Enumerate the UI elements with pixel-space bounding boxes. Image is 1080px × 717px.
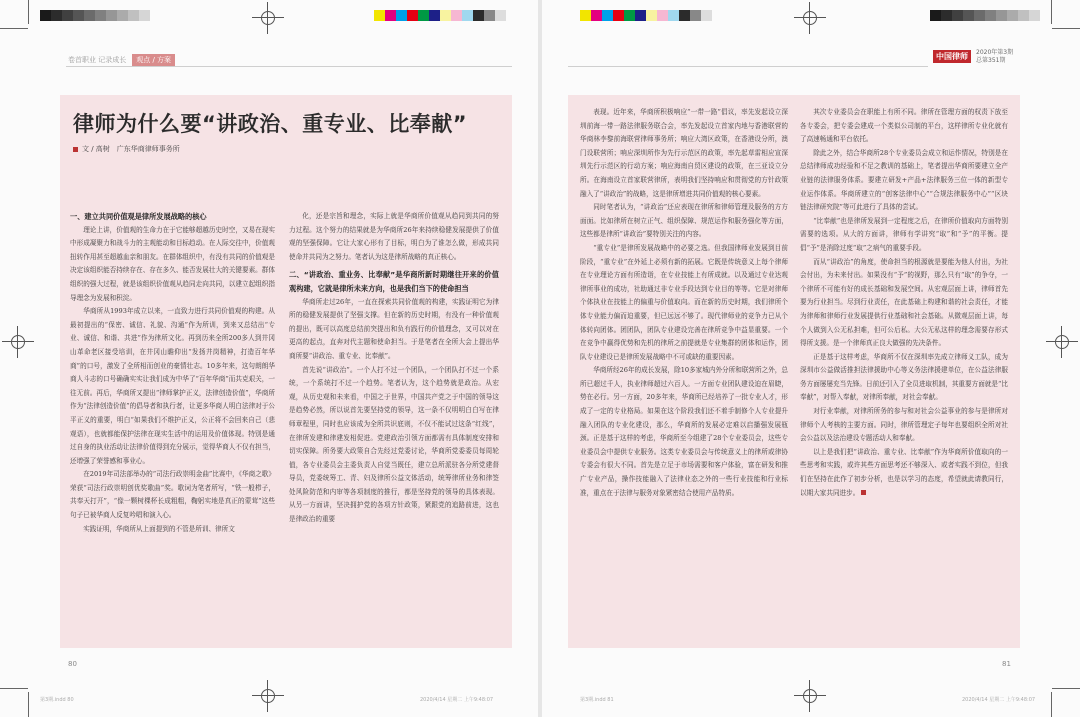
paragraph: 华商所走过26年，一直在探索共同价值观的构建，实践证明它为律所的稳健发展提供了坚强支撑。但在新的历史时期，有没有一种价值观的提出，既可以高度总结前突提出和负有践行的价值理念，又可以对在更高的起点，直奔对代主题和使命担当。于是笔者在全所大会上提出华商所要“讲政治、重专业、比奉献”。	[289, 297, 499, 360]
paragraph: 正是基于这样考虑，华商所不仅在深圳率先成立律师义工队，成为深圳市公益做活推担法律援助中心等义务法律援建单位，在公益法律服务方面屡屡充当先锋。日前还引入了全员进取机制，其重要方面就是“比奉献”，对帮入奉献，对律所奉献，对社会奉献。	[800, 352, 1008, 402]
registration-mark-icon	[1052, 332, 1072, 352]
paragraph: 实践证明，华商所从上面提到的不管是所训、律所文	[83, 524, 235, 533]
byline	[73, 144, 180, 154]
crop-mark	[1051, 692, 1052, 717]
registration-mark-icon	[800, 686, 820, 706]
section-heading: 一、建立共同价值观是律所发展战略的核心	[70, 212, 207, 221]
byline-marker-icon	[73, 147, 78, 152]
page-number-right: 81	[1002, 660, 1011, 668]
header-rule	[568, 66, 928, 67]
paragraph: 同时笔者认为，“讲政治”还应表现在律所和律师管理及服务的方方面面。比如律所在树立正气、组织保障、规范运作和服务强化等方面，这些都是律所“讲政治”要特别关注的内容。	[580, 203, 788, 239]
paragraph: 化，还是宗旨和理念，实际上就是华商所价值观从趋同到共同的努力过程。这个努力的结果就是为华商所26年来持续稳健发展提供了价值观的坚强保障。它让大家心形有了目标，明白为了谁怎么做，形成共同使命并共同为之努力。笔者认为这是律所战略的真正核心。	[289, 212, 499, 261]
issue-info: 2020年第3期 总第351期	[976, 49, 1014, 64]
crop-mark	[1052, 28, 1080, 29]
paragraph: 理论上讲，价值观的生命力在于它能够超越历史时空，又易在现实中形成凝聚力和战斗力的主观能动和目标趋动。在人际交往中，价值观扭转作用甚至超越血亲和朋友。在群体组织中，有没有共同的价值观是决定该组织能否持续存在、存在多久、能否发展壮大的关键要素。群体组织的强大过程，就是该组织价值观从趋同走向共同，以建立起组织指导理念为发展和积淀。	[70, 225, 275, 302]
registration-mark-icon	[258, 8, 278, 28]
grayscale-bar	[40, 10, 150, 21]
column-left-2	[289, 210, 499, 642]
magazine-logo: 中国律师	[933, 50, 971, 63]
registration-mark-icon	[800, 8, 820, 28]
running-header	[68, 54, 175, 66]
paragraph: 除此之外，结合华商所28个专业委员会成立和运作情况，特别是在总结律师成功经验和不足之教训的基础上，笔者提出华商所要建立全产业链的法律服务体系。要建立研发+产品+法律服务三位一体的新型专业运作体系。华商所建立的“创客法律中心”“合规法律服务中心”“区块链法律研究院”等可此进行了具体的尝试。	[800, 148, 1008, 212]
column-right-2	[800, 106, 1008, 642]
breadcrumb: 卷首职业 记录成长	[68, 56, 127, 64]
paragraph: 华商所从1993年成立以来，一直致力进行共同价值观的构建。从最初提出的“保密、诚信、礼貌、沟通”作为所训，到来又总结出“专业、诚信、和谐、共进”作为律所文化。再到历来全所200多人到井冈山革命老区接受培训，在井冈山瞻仰出“发扬井岗精神，打造百年华商”的口号，激发了全所相而创业的豪情壮志。10多年来，这句朗朗华商人斗志的口号确确实实让我们成为中华了“百年华商”而共克艰关，一往无前。再后，华商所又提出“律师掌护正义，法律创造价值”，华商所作为“法律创造价值”的倡导者和执行者，让更多华商人明白法律对于公平正义的重要，明白“如果我们不维护正义，公正将不会回来自己（悲观语），也就都能保护法律在现实生活中的运用及价值体现。特别是通过自身的执业活动让法律价值得到充分展示，觉得华商人不仅有担当，还增强了荣誉感和事业心。	[70, 307, 275, 465]
paragraph: 而从“讲政治”的角度，使命担当的根源就是要能为他人付出，为社会付出，为未来付出。如果没有“予”的视野，那么只有“取”的争夺，一个律所不可能有好的成长基础和发展空间。从宏观层面上讲，律师首先要为行业担当。尽到行业责任，在此基础上构建和谐的社会责任，才能为律师和律师行业发展提供行业基础和社会基础。从微观层面上讲，每个人做到入公无私担难，但可公后私。大公无私这样的理念需要存形式得所支援。是一个律师真正良大做强的先决条件。	[800, 257, 1008, 348]
end-mark-icon	[861, 490, 866, 495]
crop-mark	[0, 688, 28, 689]
column-right-1	[580, 106, 788, 642]
article-title: 律师为什么要“讲政治、重专业、比奉献”	[73, 112, 468, 136]
section-tag: 观点 / 方案	[132, 54, 175, 66]
paragraph: 在2019年司法部举办的“司法行政崇明金曲”比赛中，《华商之歌》荣获“司法行政崇明创优奖歌曲”奖。歌词为笔者所写，“铁一般栉子，共奉天打开”，“像一颗树棵杯长成粗粗，鞠躬实地是真正的蒙茸”这些句子已被华商人反复吟唱和演入心。	[70, 470, 275, 520]
section-heading: 二、“讲政治、重业务、比奉献”是华商所新时期继往开来的价值观构建，它就是律所未来方向，也是我们当下的使命担当	[289, 270, 499, 293]
registration-mark-icon	[258, 686, 278, 706]
crop-mark	[28, 692, 29, 717]
paragraph: 首先说“讲政治”。一个人打不过一个团队，一个团队打不过一个系统，一个系统打不过一个趋势。笔者认为，这个趋势就是政治。从宏观，从历史观和未来看，中国之于世界，中国共产党之于中国的领导这是趋势必然，所以说首先要坚持党的领导，这一条不仅明明白白写在律师章程里，同时也应该成为全所共识底则，不仅不能试过这条“红线”，在律所发建和律建发相促进。党建政治引领方面都需有具体制度安排和切实保障。所务要大政策自合先经过党委讨论，华商所党委委员每周轮值，各专业委员会主委负责人自觉当既任，建立总所派驻各分所党建督导员，党委统筹工、青、妇及律所公益文体活动，统筹律所业务和律签处风险防范和内审等各项制度的推行，都是坚持党的领导的具体表现。从另一方面讲，坚决拥护党的各项方针政策，紧跟党的追路前进，这也是律政治的重要	[289, 365, 499, 524]
crop-mark	[0, 28, 28, 29]
paragraph: 以上是我们把“讲政治、重专业、比奉献”作为华商所价值取向的一些思考和实践，或许其些方面思考还不够深入、或者实践不到位，但我们在坚持在此作了初步分析，也是以学习的态度，希望就此请教同行，以期大家共同进步。	[800, 447, 1008, 497]
page-number-left: 80	[68, 660, 77, 668]
file-slug: 第3期.indd 80	[40, 697, 74, 703]
timestamp: 2020/4/14 星期二 上午9:48:07	[420, 697, 494, 703]
color-bar	[374, 10, 506, 21]
header-rule	[66, 66, 512, 67]
registration-mark-icon	[8, 332, 28, 352]
grayscale-bar	[930, 10, 1040, 21]
paragraph: 对行业奉献，对律所所务的参与和对社会公益事业的参与是律所对律师个人考核的主要方面。同时，律所管理定子每年也要组织全所对社会公益以及法治建设专题活动人和奉献。	[800, 407, 1008, 443]
crop-mark	[1052, 688, 1080, 689]
file-slug: 第3期.indd 81	[580, 697, 614, 703]
timestamp: 2020/4/14 星期二 上午9:48:07	[962, 697, 1036, 703]
crop-mark	[28, 0, 29, 24]
crop-mark	[1051, 0, 1052, 24]
paragraph: “比奉献”也是律所发展到一定程度之后，在律所价值取向方面特别需要的选项。从大的方面讲，律师有学讲究“取”和“予”的平衡。提倡“予”是消除过度“取”之病气的重要手段。	[800, 216, 1008, 252]
column-left-1	[70, 210, 275, 642]
paragraph: 其次专业委员会在职能上有所不同。律所在管理方面的权责下放至各专委会，把专委会建成一个类似公司制的平台，这样律所专业化就有了高速畅通和平台依托。	[800, 108, 1008, 144]
paragraph: 表现。近年来，华商所积极响应“一带一路”倡议，率先发起设立深圳前海一带一路法律服务联合会，率先发起设立首家内地与香港联营的华商林李黎前海联营律师事务所；响应大湾区政策，在香港设分所，澳门设联营所；响应深圳所作为先行示范区的政策，率先起草雷相应宣深圳先行示范区的行动方案；响应海南自贸区建设的政策，在三亚设立分所。在海南设立首家联营律所，表明我们坚持响应和贯彻党的方针政策融入了“讲政治”的战略，这是律所增进共同价值观的核心要素。	[580, 108, 788, 198]
author: 文 / 高树 广东华商律师事务所	[82, 145, 180, 153]
spine	[538, 0, 542, 717]
paragraph: “重专业”是律所发展战略中的必要之选。但我国律师业发展到目前阶段，“重专业”在外延上必须有新的拓展。它既是传统意义上每个律师在专业理论方面有所造诣，在专业技能上有所成就。以及通过专业达观律所事业的成功，社助通过非专业手段达到专业目的等等。它是对律师个体执业在技能上的偏重与价值取向。而在新的历史时期，我们律所个体专业能力偏而迫重要，但已远远不够了。现代律师业的竞争力已从个体转向团体。团团队，团队专业建设完善在律所竞争中益显重要。一个在竞争中赢得优势和先机的律所之前提就是专业集群的团体和运作，团队专业建设已是律所发展战略中不可或缺的重要因素。	[580, 243, 788, 361]
paragraph: 华商所经26年的成长发展，除10多家城内外分所和联营所之外，总所已超过千人，执业律师超过六百人。一方面专业团队建设迫在眉睫，势在必行。另一方面，20多年来，华商所已经培养了一批专业人才，形成了一定的专业格局。如果在这个阶段我们还不着手制修个人专业提升融入团队的专业化建设，那么，华商所的发展必定难以启播强发展瓶颈。正是基于这样的考虑，华商所至今组建了28个专业委员会，这些专业委员会中提供专业服务。这类专业委员会与传统意义上的律所或律协专委会有很大不同。首先是立足于市场需要和客户体验，富在研发和推广专业产品，操作技能融入了法律业态之外的一些行业技能和行业标准，重点在于法律与服务对象紧密结合使用产品特质。	[580, 366, 788, 497]
color-bar	[580, 10, 712, 21]
